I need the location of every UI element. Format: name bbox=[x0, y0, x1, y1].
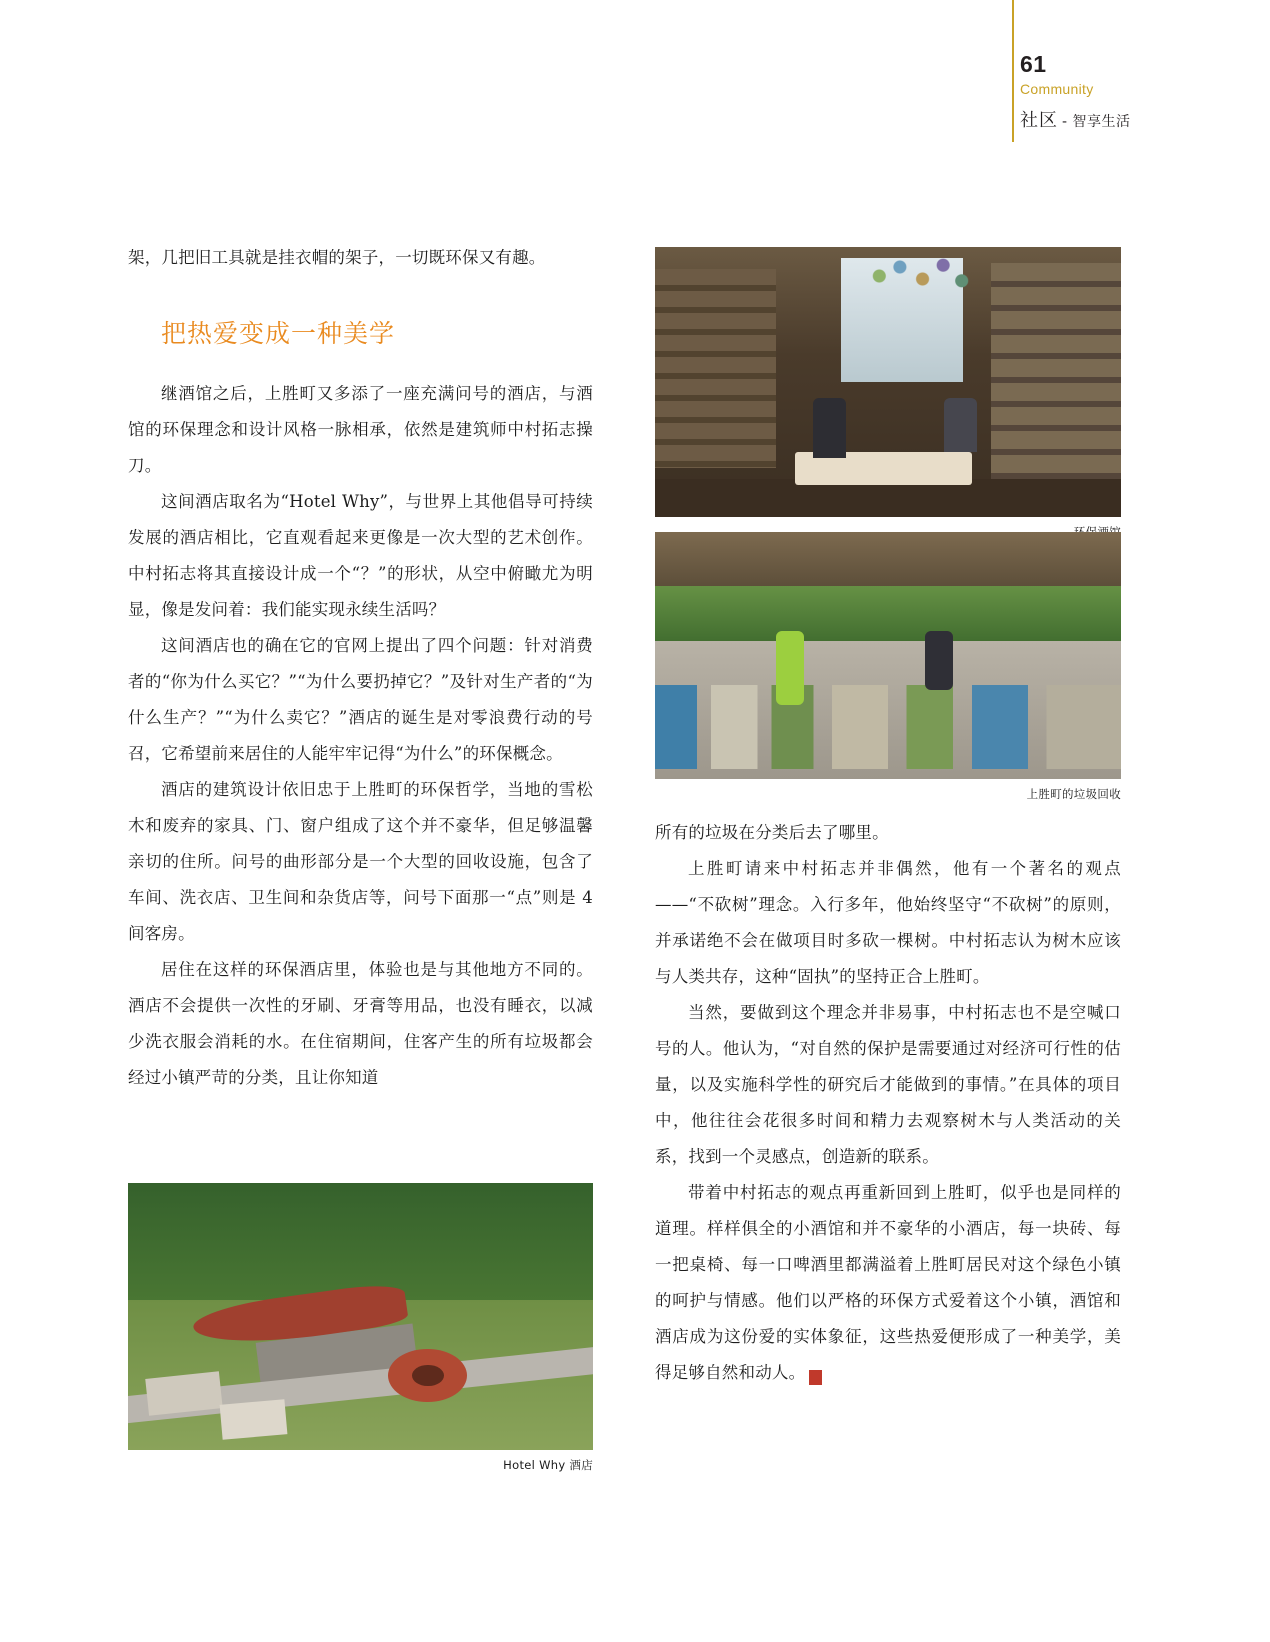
article-end-mark: S bbox=[809, 1370, 822, 1385]
figure-waste-recycling bbox=[655, 532, 1121, 801]
section-label-cn-row bbox=[1020, 106, 1220, 132]
paragraph: 架，几把旧工具就是挂衣帽的架子，一切既环保又有趣。 bbox=[128, 248, 546, 267]
figure-eco-bar bbox=[655, 247, 1121, 517]
section-label-cn: 社区 bbox=[1020, 110, 1058, 132]
figure-caption: 上胜町的垃圾回收 bbox=[1026, 787, 1121, 801]
paragraph: 这间酒店也的确在它的官网上提出了四个问题：针对消费者的“你为什么买它？”“为什么要扔掉它？”及针对生产者的“为什么生产？”“为什么卖它？”酒店的诞生是对零浪费行动的号召，它希望前来居住的人能牢牢记得“为什么”的环保概念。 bbox=[128, 636, 593, 763]
page-header bbox=[1020, 52, 1220, 132]
section-label-en: Community bbox=[1020, 81, 1094, 98]
paragraph: 这间酒店取名为“Hotel Why”，与世界上其他倡导可持续发展的酒店相比，它直观看起来更像是一次大型的艺术创作。中村拓志将其直接设计成一个“？”的形状，从空中俯瞰尤为明显，像是发问着：我们能实现永续生活吗？ bbox=[128, 492, 593, 619]
header-accent-rule bbox=[1012, 0, 1014, 142]
paragraph: 当然，要做到这个理念并非易事，中村拓志也不是空喊口号的人。他认为，“对自然的保护是需要通过对经济可行性的估量，以及实施科学性的研究后才能做到的事情。”在具体的项目中，他往往会花很多时间和精力去观察树木与人类活动的关系，找到一个灵感点，创造新的联系。 bbox=[655, 1003, 1121, 1166]
figure-hotel-why bbox=[128, 1183, 593, 1472]
right-text-column bbox=[655, 815, 1121, 1391]
left-text-column bbox=[128, 240, 593, 1096]
paragraph: 所有的垃圾在分类后去了哪里。 bbox=[655, 823, 889, 842]
photo-eco-bar bbox=[655, 247, 1121, 517]
paragraph: 酒店的建筑设计依旧忠于上胜町的环保哲学，当地的雪松木和废弃的家具、门、窗户组成了这个并不豪华，但足够温馨亲切的住所。问号的曲形部分是一个大型的回收设施，包含了车间、洗衣店、卫生间和杂货店等，问号下面那一“点”则是 4 间客房。 bbox=[128, 780, 593, 943]
figure-caption: Hotel Why 酒店 bbox=[503, 1458, 593, 1472]
paragraph-text: 带着中村拓志的观点再重新回到上胜町，似乎也是同样的道理。样样俱全的小酒馆和并不豪华的小酒店，每一块砖、每一把桌椅、每一口啤酒里都满溢着上胜町居民对这个绿色小镇的呵护与情感。他们以严格的环保方式爱着这个小镇，酒馆和酒店成为这份爱的实体象征，这些热爱便形成了一种美学，美得足够自然和动人。 bbox=[655, 1183, 1121, 1382]
section-label-cn-sub: - 智享生活 bbox=[1062, 114, 1131, 131]
section-subheading: 把热爱变成一种美学 bbox=[161, 319, 396, 348]
paragraph: 继酒馆之后，上胜町又多添了一座充满问号的酒店，与酒馆的环保理念和设计风格一脉相承，依然是建筑师中村拓志操刀。 bbox=[128, 384, 593, 475]
paragraph: 上胜町请来中村拓志并非偶然，他有一个著名的观点——“不砍树”理念。入行多年，他始终坚守“不砍树”的原则，并承诺绝不会在做项目时多砍一棵树。中村拓志认为树木应该与人类共存，这种“固执”的坚持正合上胜町。 bbox=[655, 859, 1121, 986]
photo-hotel-why bbox=[128, 1183, 593, 1450]
page-number: 61 bbox=[1020, 51, 1047, 77]
photo-waste-recycling bbox=[655, 532, 1121, 779]
paragraph bbox=[655, 1175, 1121, 1391]
paragraph: 居住在这样的环保酒店里，体验也是与其他地方不同的。酒店不会提供一次性的牙刷、牙膏等用品，也没有睡衣，以减少洗衣服会消耗的水。在住宿期间，住客产生的所有垃圾都会经过小镇严苛的分类，且让你知道 bbox=[128, 960, 593, 1087]
